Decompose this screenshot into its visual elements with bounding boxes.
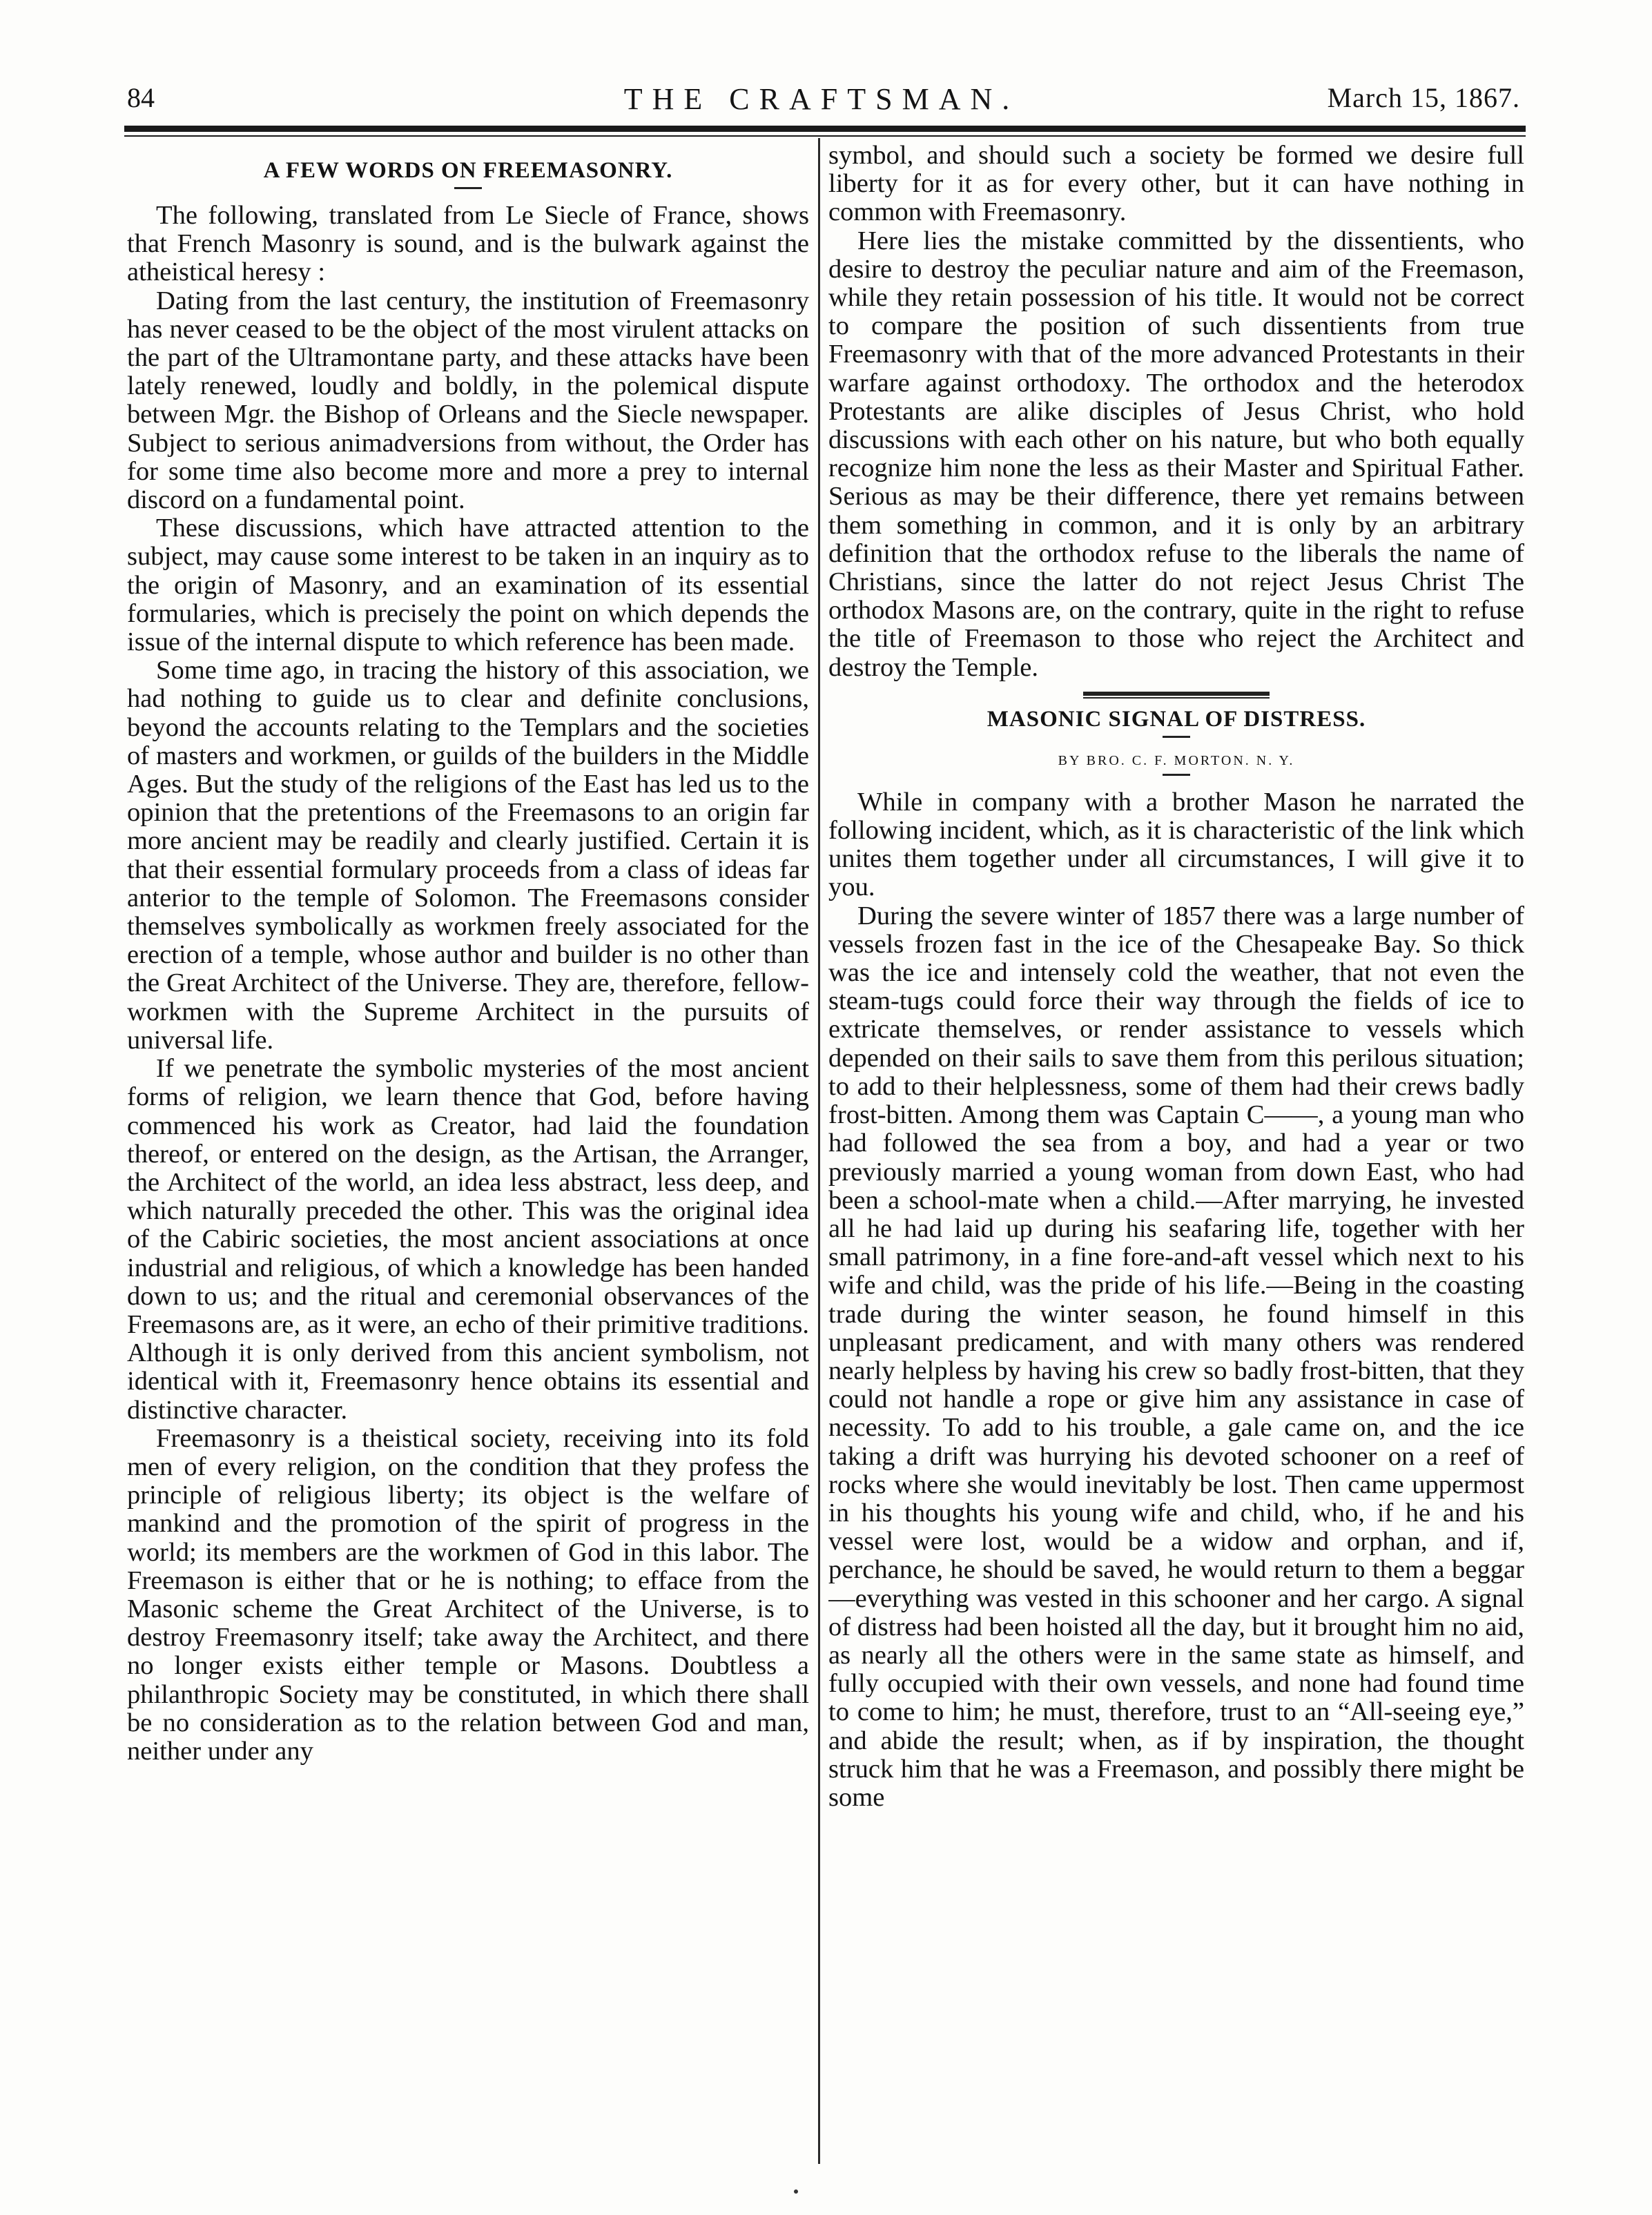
article-byline: BY BRO. C. F. MORTON. N. Y. [1058,752,1295,768]
column-divider [818,138,820,2164]
section-rule-thick [1083,692,1270,696]
article-paragraph: While in company with a brother Mason he narrated the following incident, which, as it is characteristic of the link which unites them together under all circumstances, I will give it to you. [828,787,1524,902]
article-paragraph: Freemasonry is a theistical society, receiving into its fold men of every religion, on the condition that they profess the principle of religious liberty; its object is the welfare of mankind and the promotion of the spirit of progress in the world; its members are the workmen of God in this labor. The Freemason is either that or he is nothing; to efface from the Masonic scheme the Great Architect of the Universe, is to destroy Freemasonry itself; take away the Architect, and there no longer exists either temple or Masons. Doubtless a philanthropic Society may be constituted, in which there shall be no consideration as to the relation between God and man, neither under any [127,1423,809,1766]
page-number: 84 [127,82,155,113]
article-title-freemasonry: A FEW WORDS ON FREEMASONRY. [263,158,673,183]
article-title-signal-of-distress: MASONIC SIGNAL OF DISTRESS. [987,706,1366,732]
footer-mark [794,2189,798,2194]
issue-date: March 15, 1867. [1327,82,1520,113]
left-column [127,142,809,2171]
article-intro: The following, translated from Le Siecle of France, shows that French Masonry is sound, and is the bulwark against the atheistical heresy : [127,201,809,287]
article-paragraph: These discussions, which have attracted attention to the subject, may cause some interest to be taken in an inquiry as to the origin of Masonry, and an examination of its essential formularies, which is precisely the point on which depends the issue of the internal dispute to which reference has been made. [127,514,809,657]
header-rule-thin [124,135,1526,137]
right-column [828,142,1524,2171]
section-rule-thin [1083,697,1270,699]
article-paragraph: Here lies the mistake committed by the dissentients, who desire to destroy the peculiar nature and aim of the Freemason, while they retain possession of his title. It would not be correct to compare the position of such dissentients from true Freemasonry with that of the more advanced Protestants in their warfare against orthodoxy. The orthodox and the heterodox Protestants are alike disciples of Jesus Christ, who hold discussions with each other on his nature, but who both equally recognize him none the less as their Master and Spiritual Father. Serious as may be their difference, there yet remains between them something in common, and it is only by an arbitrary definition that the orthodox refuse to the liberals the name of Christians, since the latter do not reject Jesus Christ The orthodox Masons are, on the contrary, quite in the right to refuse the title of Freemason to those who reject the Architect and destroy the Temple. [828,226,1524,682]
article-paragraph: If we penetrate the symbolic mysteries of the most ancient forms of religion, we learn thence that God, before having commenced his work as Creator, had laid the foundation thereof, or entered on the design, as the Artisan, the Arranger, the Architect of the world, an idea less abstract, less deep, and which naturally preceded the other. This was the original idea of the Cabiric societies, the most ancient associations at once industrial and religious, of which a knowledge has been handed down to us; and the ritual and ceremonial observances of the Freemasons are, as it were, an echo of their primitive traditions. Although it is only derived from this ancient symbolism, not identical with it, Freemasonry hence obtains its essential and distinctive character. [127,1054,809,1425]
title-dash [1163,736,1190,738]
header-rule-thick [124,126,1526,132]
title-dash [454,187,482,189]
byline-dash [1163,774,1190,776]
publication-title: THE CRAFTSMAN. [623,82,1020,116]
article-continuation: symbol, and should such a society be formed we desire full liberty for it as for every other, but it can have nothing in common with Freemasonry. [828,142,1524,227]
article-paragraph: Dating from the last century, the institution of Freemasonry has never ceased to be the object of the most virulent attacks on the part of the Ultramontane party, and these attacks have been lately renewed, loudly and boldly, in the polemical dispute between Mgr. the Bishop of Orleans and the Siecle newspaper. Subject to serious animadversions from without, the Order has for some time also become more and more a prey to internal discord on a fundamental point. [127,286,809,515]
article-paragraph: Some time ago, in tracing the history of this association, we had nothing to guide us to clear and definite conclusions, beyond the accounts relating to the Templars and the societies of masters and workmen, or guilds of the builders in the Middle Ages. But the study of the religions of the East has led us to the opinion that the pretentions of the Freemasons to an origin far more ancient may be readily and clearly justified. Certain it is that their essential formulary proceeds from a class of ideas far anterior to the temple of Solomon. The Freemasons consider themselves symbolically as workmen freely associated for the erection of a temple, whose author and builder is no other than the Great Architect of the Universe. They are, therefore, fellow-workmen with the Supreme Architect in the pursuits of universal life. [127,656,809,1055]
page-header [117,81,1526,123]
article-paragraph: During the severe winter of 1857 there was a large number of vessels frozen fast in the ice of the Chesapeake Bay. So thick was the ice and intensely cold the weather, that not even the steam-tugs could force their way through the fields of ice to extricate themselves, or render assistance to vessels which depended on their sails to save them from this perilous situation; to add to their helplessness, some of them had their crews badly frost-bitten. Among them was Captain C——, a young man who had followed the sea from a boy, and had a year or two previously married a young woman from down East, who had been a school-mate when a child.—After marrying, he invested all he had laid up during his seafaring life, together with her small patrimony, in a fine fore-and-aft vessel which next to his wife and child, was the pride of his life.—Being in the coasting trade during the winter season, he found himself in this unpleasant predicament, and with many others was rendered nearly helpless by having his crew so badly frost-bitten, that they could not handle a rope or give him any assistance in case of necessity. To add to his trouble, a gale came on, and the ice taking a drift was hurrying his devoted schooner on a reef of rocks where she would inevitably be lost. Then came uppermost in his thoughts his young wife and child, who, if he and his vessel were lost, would be a widow and orphan, and if, perchance, he should be saved, he would return to them a beggar—everything was vested in this schooner and her cargo. A signal of distress had been hoisted all the day, but it brought him no aid, as nearly all the others were in the same state as himself, and fully occupied with their own vessels, and none had found time to come to him; he must, therefore, trust to an “All-seeing eye,” and abide the result; when, as if by inspiration, the thought struck him that he was a Freemason, and possibly there might be some [828,901,1524,1812]
